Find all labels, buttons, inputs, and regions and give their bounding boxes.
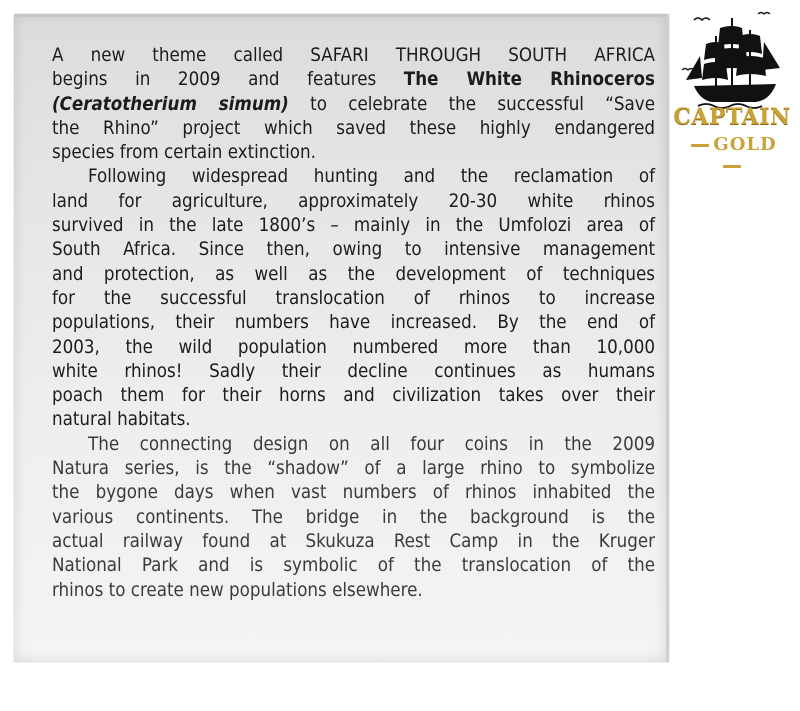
- text-line: for the successful translocation of rhinos to increase: [52, 287, 655, 309]
- divider: [723, 165, 741, 168]
- logo-wordmark: CAPTAIN: [673, 104, 791, 130]
- logo-subtitle-text: GOLD: [713, 134, 777, 155]
- text-line: white rhinos! Sadly their decline continues as humans: [52, 360, 655, 382]
- text-line: rhinos to create new populations elsewhere.: [52, 579, 423, 601]
- logo-subtitle: [676, 134, 788, 176]
- paragraph-3: [52, 433, 655, 603]
- text-line: populations, their numbers have increased. By the end of: [52, 312, 655, 334]
- text-line: Natura series, is the “shadow” of a large rhino to symbolize: [52, 458, 655, 480]
- text-line: The connecting design on all four coins in the 2009: [88, 433, 655, 455]
- text-line: and protection, as well as the development of techniques: [52, 263, 655, 285]
- text-line: the bygone days when vast numbers of rhinos inhabited the: [52, 482, 655, 504]
- text-line: A new theme called SAFARI THROUGH SOUTH AFRICA: [52, 45, 655, 66]
- text-line: poach them for their horns and civilization takes over their: [52, 385, 655, 407]
- certificate-card: [14, 14, 669, 662]
- text-line: 2003, the wild population numbered more than 10,000: [52, 336, 655, 358]
- text-line: land for agriculture, approximately 20-30 white rhinos: [52, 190, 655, 212]
- text-line: [52, 68, 655, 92]
- text-line: species from certain extinction.: [52, 142, 316, 164]
- text-line: survived in the late 1800’s – mainly in the Umfolozi area of: [52, 215, 655, 237]
- text-line: various continents. The bridge in the background is the: [52, 506, 655, 528]
- paragraph-2: [52, 165, 655, 432]
- text-line: actual railway found at Skukuza Rest Camp in the Kruger: [52, 530, 655, 552]
- text-line: the Rhino” project which saved these highly endangered: [52, 117, 655, 139]
- certificate-text: [52, 44, 655, 603]
- text-line: [52, 93, 655, 117]
- species-common-name: The White Rhinoceros: [403, 69, 656, 91]
- text-line: South Africa. Since then, owing to intensive management: [52, 239, 655, 261]
- text-span: begins in 2009 and features: [52, 69, 404, 91]
- text-span: to celebrate the successful “Save: [288, 93, 656, 115]
- paragraph-1: [52, 44, 655, 165]
- text-line: National Park and is symbolic of the translocation of the: [52, 555, 655, 577]
- divider: [691, 144, 709, 147]
- text-line: natural habitats.: [52, 409, 191, 431]
- text-line: Following widespread hunting and the reclamation of: [88, 166, 655, 188]
- species-scientific-name: (Ceratotherium simum): [52, 93, 289, 115]
